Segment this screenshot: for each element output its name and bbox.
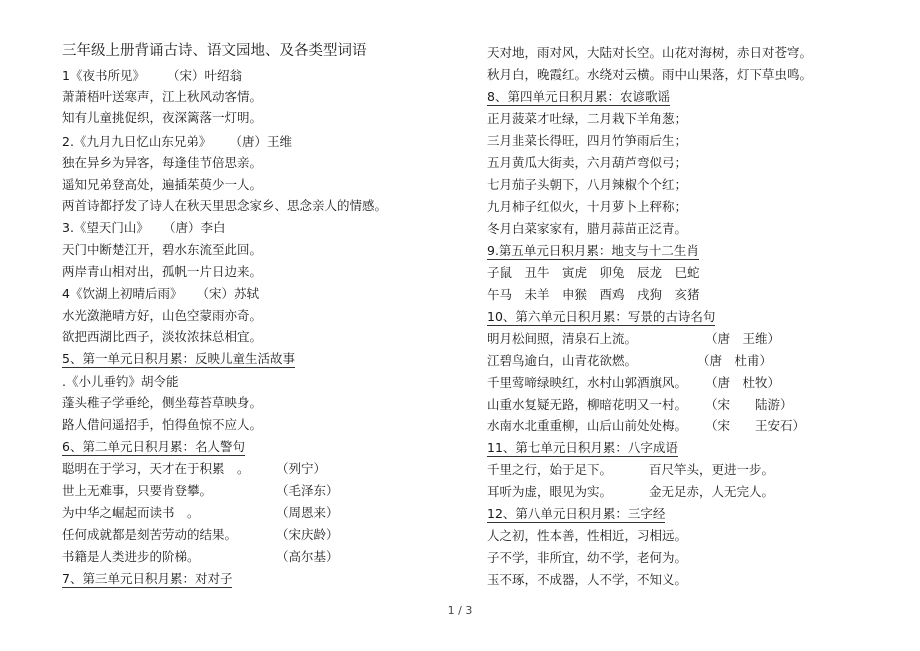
- section-5-line-2: 路人借问遥招手，怕得鱼惊不应人。: [62, 417, 263, 432]
- idiom-2a: 耳听为虚，眼见为实。: [487, 484, 613, 499]
- poem-3-author: （唐）李白: [162, 220, 226, 235]
- poem-quote-2: [487, 353, 772, 368]
- section-11-title: 11、第七单元日积月累：八字成语: [487, 440, 678, 455]
- quote-4-text: 任何成就都是刻苦劳动的结果。: [62, 527, 238, 542]
- poem-2-title: 2.《九月九日忆山东兄弟》: [62, 134, 212, 149]
- section-12-line-2: 子不学，非所宜，幼不学，老何为。: [487, 550, 688, 565]
- section-8-line-5: 九月柿子红似火，十月萝卜上秤称；: [487, 199, 688, 214]
- poem-quote-1: [487, 331, 780, 346]
- poem-3-heading: [62, 220, 225, 235]
- poem-quote-1-text: 明月松间照，清泉石上流。: [487, 331, 638, 346]
- poem-quote-2-text: 江碧鸟逾白，山青花欲燃。: [487, 353, 638, 368]
- quote-2-text: 世上无难事，只要肯登攀。: [62, 483, 213, 498]
- section-5-heading: [62, 351, 295, 366]
- poem-3-line-2: 两岸青山相对出，孤帆一片日边来。: [62, 264, 263, 279]
- section-8-title: 8、第四单元日积月累：农谚歌谣: [487, 89, 670, 104]
- quote-5-text: 书籍是人类进步的阶梯。: [62, 549, 200, 564]
- poem-quote-3: [487, 375, 780, 390]
- poem-2-line-1: 独在异乡为异客，每逢佳节倍思亲。: [62, 155, 263, 170]
- poem-4-title: 4《饮湖上初晴后雨》: [62, 286, 183, 301]
- poem-quote-3-author: （唐 杜牧）: [705, 375, 781, 390]
- poem-quote-5-text: 水南水北重重柳，山后山前处处梅。: [487, 418, 688, 433]
- quote-2-author: （毛泽东）: [276, 483, 339, 498]
- poem-2-author: （唐）王维: [229, 134, 292, 149]
- section-8-line-1: 正月菠菜才吐绿，二月栽下羊角葱；: [487, 111, 688, 126]
- poem-2-note: 两首诗都抒发了诗人在秋天里思念家乡、思念亲人的情感。: [62, 198, 388, 213]
- poem-3-line-1: 天门中断楚江开，碧水东流至此回。: [62, 242, 263, 257]
- section-9-heading: [487, 243, 699, 258]
- page-number: 1 / 3: [447, 604, 473, 617]
- poem-quote-1-author: （唐 王维）: [705, 331, 781, 346]
- document-title: 三年级上册背诵古诗、语文园地、及各类型词语: [62, 43, 367, 59]
- poem-quote-5-author: （宋 王安石）: [705, 418, 806, 433]
- poem-1-heading: [62, 68, 242, 83]
- couplet-line-2: 秋月白，晚霞红。水绕对云横。雨中山果落，灯下草虫鸣。: [487, 67, 813, 82]
- section-12-line-1: 人之初，性本善，性相近，习相远。: [487, 528, 688, 543]
- section-6-heading: [62, 439, 245, 454]
- poem-4-heading: [62, 286, 259, 301]
- poem-quote-5: [487, 418, 805, 433]
- section-8-line-4: 七月茄子头朝下，八月辣椒个个红；: [487, 177, 688, 192]
- poem-1-author: （宋）叶绍翁: [166, 68, 242, 83]
- quote-5-author: （高尔基）: [276, 549, 339, 564]
- quote-2: [62, 483, 339, 498]
- quote-5: [62, 549, 339, 564]
- quote-3-text: 为中华之崛起而读书 。: [62, 505, 200, 520]
- quote-1-text: 聪明在于学习，天才在于积累 。: [62, 461, 250, 476]
- section-6-title: 6、第二单元日积月累：名人警句: [62, 439, 245, 454]
- quote-1: [62, 461, 326, 476]
- section-9-title: 9.第五单元日积月累：地支与十二生肖: [487, 243, 699, 258]
- section-8-line-2: 三月韭菜长得旺，四月竹笋雨后生；: [487, 133, 688, 148]
- poem-quote-4: [487, 397, 793, 412]
- couplet-line-1: 天对地，雨对风，大陆对长空。山花对海树，赤日对苍穹。: [487, 45, 813, 60]
- section-12-title: 12、第八单元日积月累：三字经: [487, 506, 666, 521]
- idiom-row-1: [487, 462, 774, 477]
- section-9-line-1: 子鼠 丑牛 寅虎 卯兔 辰龙 巳蛇: [487, 265, 700, 280]
- idiom-1a: 千里之行，始于足下。: [487, 462, 613, 477]
- quote-3: [62, 505, 339, 520]
- poem-1-line-2: 知有儿童挑促织，夜深篱落一灯明。: [62, 110, 263, 125]
- section-12-heading: [487, 506, 665, 521]
- poem-quote-3-text: 千里莺啼绿映红，水村山郭酒旗风。: [487, 375, 688, 390]
- section-7-heading: [62, 571, 232, 586]
- section-10-title: 10、第六单元日积月累：写景的古诗名句: [487, 309, 716, 324]
- section-5-poem-title: .《小儿垂钓》胡令能: [62, 374, 179, 389]
- poem-4-author: （宋）苏轼: [196, 286, 259, 301]
- poem-quote-2-author: （唐 杜甫）: [697, 353, 773, 368]
- poem-quote-4-author: （宋 陆游）: [705, 397, 793, 412]
- idiom-2b: 金无足赤，人无完人。: [649, 484, 775, 499]
- section-8-line-3: 五月黄瓜大街卖，六月葫芦弯似弓；: [487, 155, 688, 170]
- poem-1-title: 1《夜书所见》: [62, 68, 145, 83]
- section-10-heading: [487, 309, 715, 324]
- quote-4-author: （宋庆龄）: [276, 527, 339, 542]
- section-8-line-6: 冬月白菜家家有，腊月蒜苗正泛青。: [487, 221, 688, 236]
- section-7-title: 7、第三单元日积月累：对对子: [62, 571, 233, 586]
- section-8-heading: [487, 89, 670, 104]
- poem-4-line-1: 水光潋滟晴方好，山色空蒙雨亦奇。: [62, 308, 263, 323]
- poem-2-heading: [62, 134, 292, 149]
- poem-4-line-2: 欲把西湖比西子，淡妆浓抹总相宜。: [62, 329, 263, 344]
- quote-1-author: （列宁）: [276, 461, 327, 476]
- poem-3-title: 3.《望天门山》: [62, 220, 149, 235]
- quote-3-author: （周恩来）: [276, 505, 339, 520]
- idiom-row-2: [487, 484, 774, 499]
- poem-2-line-2: 遥知兄弟登高处，遍插茱萸少一人。: [62, 177, 263, 192]
- quote-4: [62, 527, 339, 542]
- poem-1-line-1: 萧萧梧叶送寒声，江上秋风动客情。: [62, 89, 263, 104]
- section-9-line-2: 午马 未羊 申猴 酉鸡 戌狗 亥猪: [487, 287, 700, 302]
- section-11-heading: [487, 440, 678, 455]
- idiom-1b: 百尺竿头，更进一步。: [649, 462, 775, 477]
- section-5-line-1: 蓬头稚子学垂纶，侧坐莓苔草映身。: [62, 395, 263, 410]
- section-12-line-3: 玉不琢，不成器，人不学，不知义。: [487, 572, 688, 587]
- poem-quote-4-text: 山重水复疑无路，柳暗花明又一村。: [487, 397, 688, 412]
- section-5-title: 5、第一单元日积月累：反映儿童生活故事: [62, 351, 295, 366]
